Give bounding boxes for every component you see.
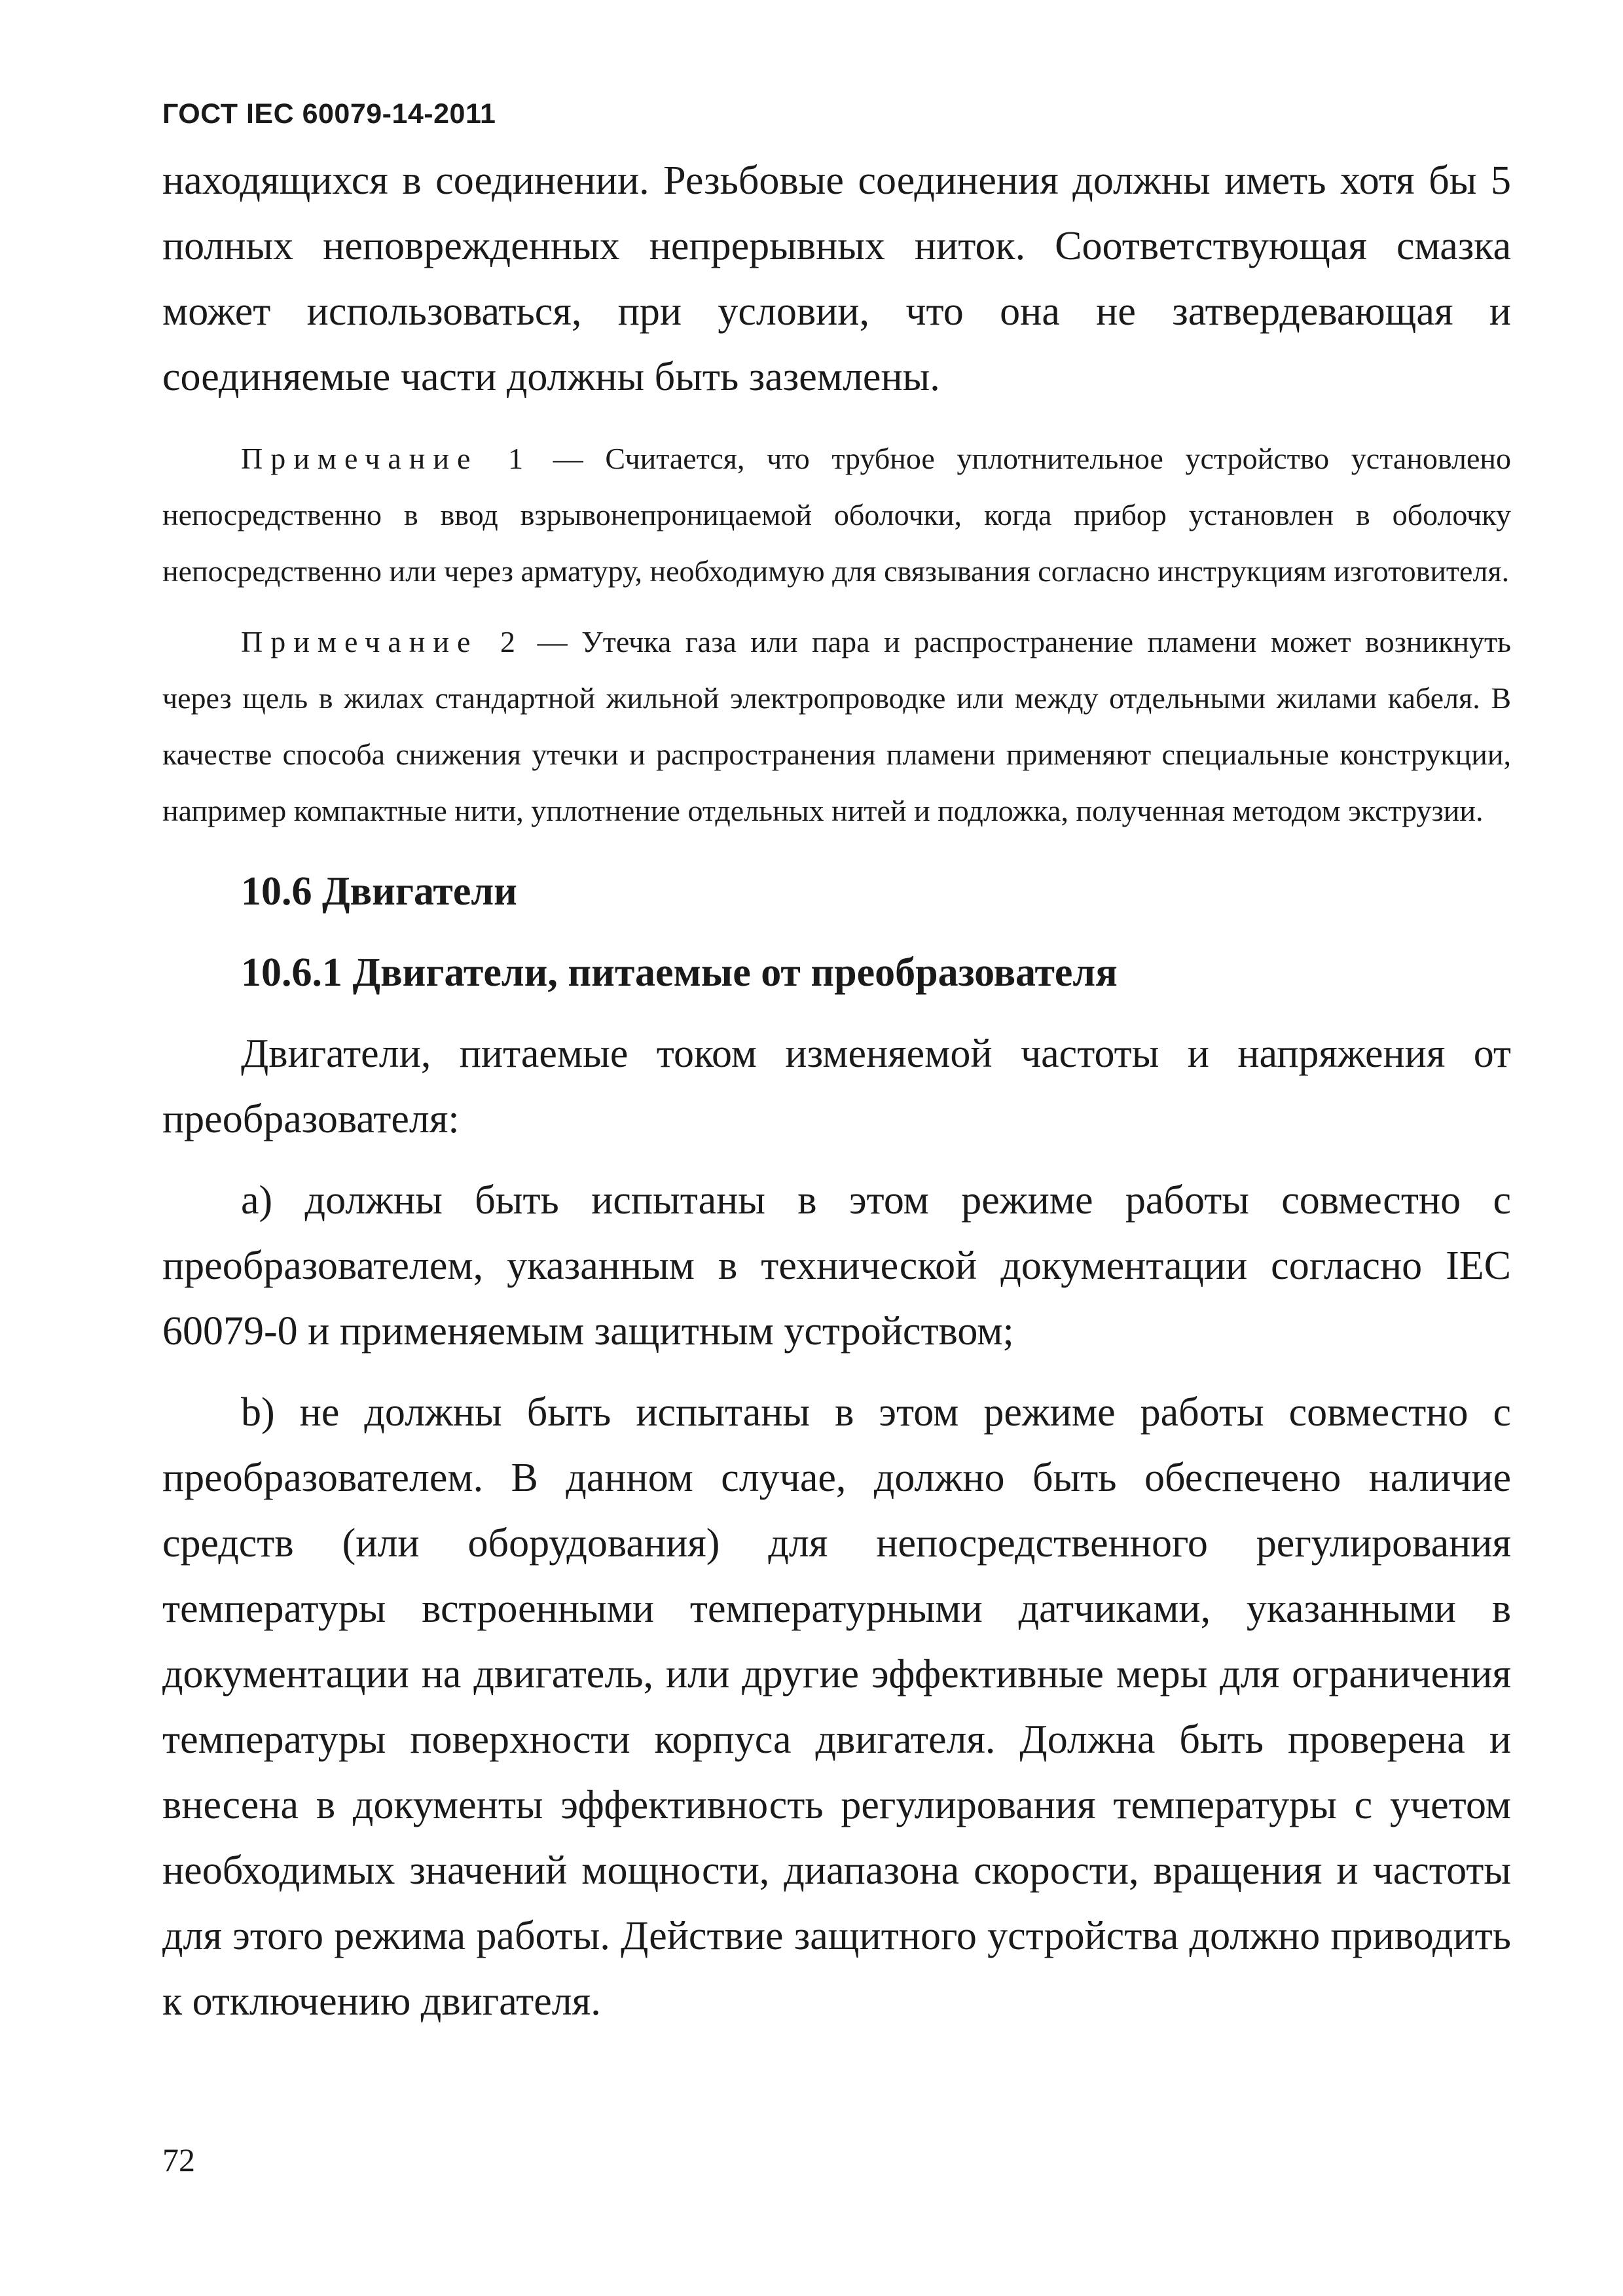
note-2-text: Утечка газа или пара и распространение пламени может возникнуть через щель в жилах стандартной жильной электропроводке или между отдельными жилами кабеля. В качестве способа снижения утечки и распространения пламени применяют специальные конструкции, например компактные нити, уплотнение отдельных нитей и подложка, полученная методом экструзии. [162,625,1512,827]
note-2-dash: — [537,625,568,658]
section-heading-10-6-1: 10.6.1 Двигатели, питаемые от преобразователя [241,950,1118,995]
section-heading-10-6: 10.6 Двигатели [241,869,517,914]
list-item-b: b) не должны быть испытаны в этом режиме работы совместно с преобразователем. В данном случае, должно быть обеспечено наличие средств (или оборудования) для непосредственного регулирования температуры встроенными температурными датчиками, указанными в документации на двигатель, или другие эффективные меры для ограничения температуры поверхности корпуса двигателя. Должна быть проверена и внесена в документы эффективность регулирования температуры с учетом необходимых значений мощности, диапазона скорости, вращения и частоты для этого режима работы. Действие защитного устройства должно приводить к отключению двигателя. [162,1390,1511,2024]
note-2 [162,614,1511,839]
note-1-dash: — [553,442,583,475]
note-1 [162,431,1511,600]
page-number: 72 [162,2142,195,2178]
paragraph-continuation: находящихся в соединении. Резьбовые соединения должны иметь хотя бы 5 полных неповрежденных непрерывных ниток. Соответствующая смазка может использоваться, при условии, что она не затвердевающая и соединяемые части должны быть заземлены. [162,158,1511,399]
note-2-label: Примечание 2 [241,625,523,658]
document-header: ГОСТ IEC 60079-14-2011 [162,98,496,130]
document-body [162,148,1511,2034]
list-item-a: а) должны быть испытаны в этом режиме работы совместно с преобразователем, указанным в технической документации согласно IEC 60079-0 и применяемым защитным устройством; [162,1178,1511,1354]
note-1-label: Примечание 1 [241,442,532,475]
paragraph-intro: Двигатели, питаемые током изменяемой частоты и напряжения от преобразователя: [162,1031,1511,1141]
document-page [162,0,1511,2296]
note-1-text: Считается, что трубное уплотнительное устройство установлено непосредственно в ввод взрывонепроницаемой оболочки, когда прибор установлен в оболочку непосредственно или через арматуру, необходимую для связывания согласно инструкциям изготовителя. [162,442,1512,588]
